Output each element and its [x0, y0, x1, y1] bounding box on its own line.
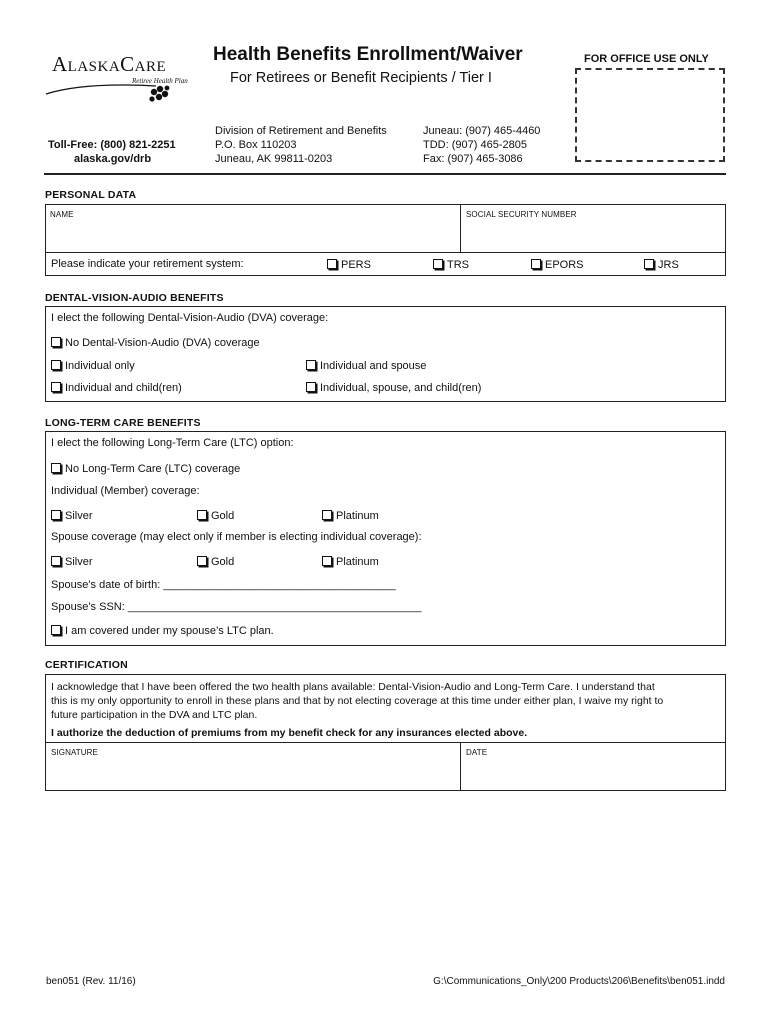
phone-tdd: TDD: (907) 465-2805 [423, 139, 527, 151]
checkbox-icon [322, 556, 332, 566]
signature-field[interactable] [48, 760, 456, 788]
checkbox-icon [197, 556, 207, 566]
checkbox-icon [51, 360, 61, 370]
authorize-deduction-text: I authorize the deduction of premiums from my benefit check for any insurances elected above. [51, 727, 528, 739]
ltc-individual-platinum-checkbox[interactable] [322, 510, 379, 522]
ltc-spouse-silver-checkbox[interactable] [51, 556, 93, 568]
ltc-spouse-platinum-label: Platinum [336, 556, 379, 568]
website: alaska.gov/drb [74, 153, 152, 165]
alaska-care-logo [44, 48, 189, 103]
form-id: ben051 (Rev. 11/16) [46, 976, 136, 987]
checkbox-icon [51, 556, 61, 566]
checkbox-icon [327, 259, 337, 269]
phone-juneau: Juneau: (907) 465-4460 [423, 125, 541, 137]
checkbox-icon [531, 259, 541, 269]
ltc-individual-gold-checkbox[interactable] [197, 510, 234, 522]
checkbox-icon [197, 510, 207, 520]
ltc-covered-spouse-checkbox[interactable] [51, 625, 274, 637]
office-use-label: FOR OFFICE USE ONLY [584, 53, 709, 65]
name-label: NAME [50, 210, 74, 219]
address-line-2: P.O. Box 110203 [215, 139, 297, 151]
ssn-label: SOCIAL SECURITY NUMBER [466, 210, 577, 219]
dva-individual-spouse-label: Individual and spouse [320, 360, 427, 372]
signature-label: SIGNATURE [51, 748, 98, 757]
ltc-title: LONG-TERM CARE BENEFITS [45, 417, 201, 429]
form-subtitle: For Retirees or Benefit Recipients / Tier I [230, 70, 492, 86]
date-label: DATE [466, 748, 488, 757]
epors-label: EPORS [545, 259, 584, 271]
spouse-ssn-field[interactable]: Spouse’s SSN: ________________________________________________ [51, 601, 422, 613]
logo-name-first: Alaska [52, 52, 121, 76]
logo-name-second: Care [120, 52, 167, 76]
checkbox-icon [51, 337, 61, 347]
checkbox-icon [306, 382, 316, 392]
dva-individual-spouse-children-label: Individual, spouse, and child(ren) [320, 382, 482, 394]
logo-tagline: Retiree Health Plan [132, 77, 188, 85]
certification-line-2: this is my only opportunity to enroll in these plans and that by not electing coverage at this time under either plan, I waive my right to [51, 695, 664, 707]
name-ssn-divider [460, 204, 461, 252]
dva-individual-spouse-children-checkbox[interactable] [306, 382, 481, 394]
office-use-box [575, 68, 725, 162]
ltc-spouse-gold-label: Gold [211, 556, 235, 568]
checkbox-icon [644, 259, 654, 269]
address-line-3: Juneau, AK 99811-0203 [215, 153, 333, 165]
address-line-1: Division of Retirement and Benefits [215, 125, 387, 137]
toll-free-number: Toll-Free: (800) 821-2251 [48, 139, 176, 151]
ltc-individual-gold-label: Gold [211, 510, 235, 522]
certification-line-1: I acknowledge that I have been offered the two health plans available: Dental-Vision-Audio and Long-Term Care. I understand that [51, 681, 655, 693]
header-divider [44, 173, 726, 175]
ltc-individual-silver-label: Silver [65, 510, 93, 522]
checkbox-icon [433, 259, 443, 269]
ltc-intro: I elect the following Long-Term Care (LTC) option: [51, 437, 294, 449]
dva-no-coverage-label: No Dental-Vision-Audio (DVA) coverage [65, 337, 260, 349]
ltc-covered-spouse-label: I am covered under my spouse’s LTC plan. [65, 625, 274, 637]
trs-checkbox[interactable] [433, 259, 469, 271]
checkbox-icon [306, 360, 316, 370]
form-title: Health Benefits Enrollment/Waiver [213, 44, 523, 65]
dva-individual-children-checkbox[interactable] [51, 382, 182, 394]
ltc-no-coverage-label: No Long-Term Care (LTC) coverage [65, 463, 241, 475]
ltc-spouse-gold-checkbox[interactable] [197, 556, 234, 568]
ltc-spouse-silver-label: Silver [65, 556, 93, 568]
ssn-field[interactable] [464, 222, 722, 248]
ltc-spouse-platinum-checkbox[interactable] [322, 556, 379, 568]
ltc-no-coverage-checkbox[interactable] [51, 463, 240, 475]
ltc-individual-silver-checkbox[interactable] [51, 510, 93, 522]
epors-checkbox[interactable] [531, 259, 584, 271]
certification-title: CERTIFICATION [45, 659, 128, 671]
checkbox-icon [51, 625, 61, 635]
file-path: G:\Communications_Only\200 Products\206\Benefits\ben051.indd [433, 976, 725, 987]
name-field[interactable] [48, 222, 456, 248]
jrs-label: JRS [658, 259, 679, 271]
dva-individual-only-label: Individual only [65, 360, 135, 372]
jrs-checkbox[interactable] [644, 259, 679, 271]
dva-individual-only-checkbox[interactable] [51, 360, 135, 372]
personal-data-divider [45, 252, 726, 253]
checkbox-icon [51, 463, 61, 473]
dva-individual-spouse-checkbox[interactable] [306, 360, 426, 372]
date-field[interactable] [464, 760, 722, 788]
ltc-individual-platinum-label: Platinum [336, 510, 379, 522]
pers-label: PERS [341, 259, 371, 271]
retirement-system-prompt: Please indicate your retirement system: [51, 258, 244, 270]
ltc-spouse-label: Spouse coverage (may elect only if member is electing individual coverage): [51, 531, 422, 543]
pers-checkbox[interactable] [327, 259, 371, 271]
trs-label: TRS [447, 259, 469, 271]
signature-row-divider [45, 742, 726, 743]
dva-individual-children-label: Individual and child(ren) [65, 382, 182, 394]
checkbox-icon [322, 510, 332, 520]
spouse-dob-field[interactable]: Spouse’s date of birth: ______________________________________ [51, 579, 396, 591]
checkbox-icon [51, 510, 61, 520]
dva-intro: I elect the following Dental-Vision-Audio (DVA) coverage: [51, 312, 329, 324]
personal-data-title: PERSONAL DATA [45, 189, 137, 201]
certification-line-3: future participation in the DVA and LTC plan. [51, 709, 258, 721]
checkbox-icon [51, 382, 61, 392]
dva-title: DENTAL-VISION-AUDIO BENEFITS [45, 292, 224, 304]
dva-no-coverage-checkbox[interactable] [51, 337, 260, 349]
phone-fax: Fax: (907) 465-3086 [423, 153, 523, 165]
ltc-individual-label: Individual (Member) coverage: [51, 485, 200, 497]
signature-date-divider [460, 742, 461, 791]
